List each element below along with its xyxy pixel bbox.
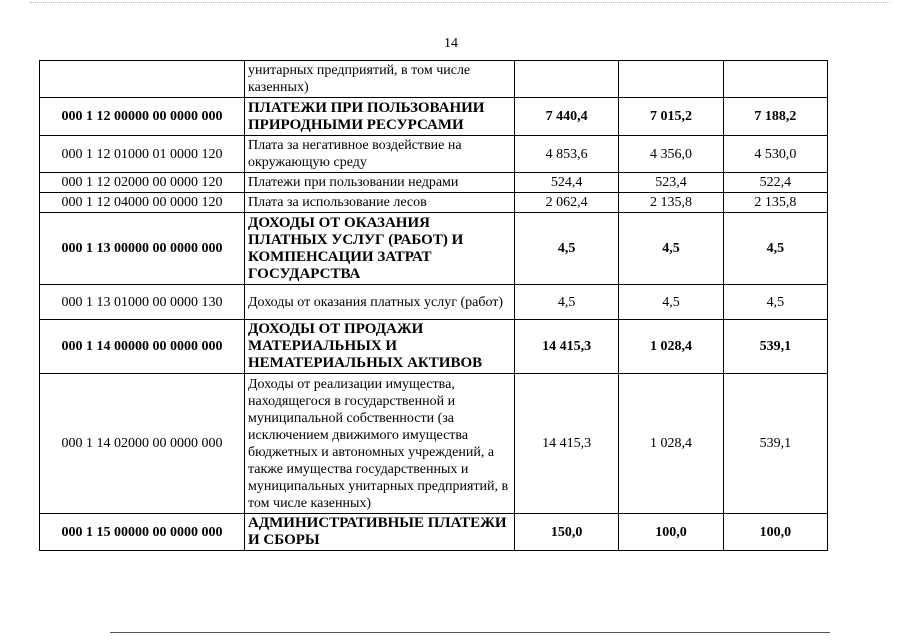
row-code: 000 1 13 00000 00 0000 000	[40, 213, 245, 285]
row-value-1: 4,5	[515, 213, 619, 285]
row-value-1	[515, 61, 619, 98]
row-code: 000 1 15 00000 00 0000 000	[40, 514, 245, 551]
row-code: 000 1 12 01000 01 0000 120	[40, 136, 245, 173]
row-value-3	[723, 61, 827, 98]
row-value-1: 2 062,4	[515, 193, 619, 213]
row-value-2: 4,5	[619, 213, 723, 285]
row-value-3: 522,4	[723, 173, 827, 193]
table-row	[40, 213, 828, 285]
row-name: Доходы от реализации имущества, находящегося в государственной и муниципальной собственности (за исключением движимого имущества бюджетных и автономных учреждений, а также имущества государственных и муниципальных унитарных предприятий, в том числе казенных)	[245, 374, 515, 514]
row-name: Доходы от оказания платных услуг (работ)	[245, 285, 515, 320]
scan-bottom-edge	[110, 632, 830, 633]
row-value-1: 14 415,3	[515, 320, 619, 374]
table-row	[40, 98, 828, 136]
row-value-2	[619, 61, 723, 98]
row-value-2: 523,4	[619, 173, 723, 193]
row-code: 000 1 14 00000 00 0000 000	[40, 320, 245, 374]
row-code: 000 1 12 02000 00 0000 120	[40, 173, 245, 193]
table-row	[40, 61, 828, 98]
row-name: ДОХОДЫ ОТ ПРОДАЖИ МАТЕРИАЛЬНЫХ И НЕМАТЕРИАЛЬНЫХ АКТИВОВ	[245, 320, 515, 374]
table-row	[40, 173, 828, 193]
row-value-3: 4 530,0	[723, 136, 827, 173]
row-value-3: 4,5	[723, 213, 827, 285]
row-value-2: 2 135,8	[619, 193, 723, 213]
row-value-2: 7 015,2	[619, 98, 723, 136]
row-name: Плата за использование лесов	[245, 193, 515, 213]
row-value-1: 524,4	[515, 173, 619, 193]
row-value-1: 14 415,3	[515, 374, 619, 514]
page-number: 14	[444, 36, 458, 51]
row-value-1: 7 440,4	[515, 98, 619, 136]
row-name: унитарных предприятий, в том числе казенных)	[245, 61, 515, 98]
row-code: 000 1 12 04000 00 0000 120	[40, 193, 245, 213]
revenue-table	[39, 60, 828, 551]
row-value-2: 4 356,0	[619, 136, 723, 173]
row-value-3: 4,5	[723, 285, 827, 320]
row-name: Плата за негативное воздействие на окружающую среду	[245, 136, 515, 173]
row-value-3: 539,1	[723, 374, 827, 514]
row-value-3: 2 135,8	[723, 193, 827, 213]
table-row	[40, 320, 828, 374]
row-value-3: 7 188,2	[723, 98, 827, 136]
row-value-2: 100,0	[619, 514, 723, 551]
row-name: ПЛАТЕЖИ ПРИ ПОЛЬЗОВАНИИ ПРИРОДНЫМИ РЕСУРСАМИ	[245, 98, 515, 136]
scan-top-edge	[30, 2, 890, 3]
table-row	[40, 136, 828, 173]
row-code: 000 1 14 02000 00 0000 000	[40, 374, 245, 514]
row-name: Платежи при пользовании недрами	[245, 173, 515, 193]
row-value-2: 1 028,4	[619, 320, 723, 374]
row-value-2: 4,5	[619, 285, 723, 320]
row-code	[40, 61, 245, 98]
row-code: 000 1 12 00000 00 0000 000	[40, 98, 245, 136]
table-row	[40, 374, 828, 514]
row-value-2: 1 028,4	[619, 374, 723, 514]
row-value-1: 4 853,6	[515, 136, 619, 173]
row-value-1: 150,0	[515, 514, 619, 551]
row-value-3: 100,0	[723, 514, 827, 551]
table-row	[40, 514, 828, 551]
row-code: 000 1 13 01000 00 0000 130	[40, 285, 245, 320]
table-row	[40, 193, 828, 213]
row-name: АДМИНИСТРАТИВНЫЕ ПЛАТЕЖИ И СБОРЫ	[245, 514, 515, 551]
row-value-3: 539,1	[723, 320, 827, 374]
table-row	[40, 285, 828, 320]
row-name: ДОХОДЫ ОТ ОКАЗАНИЯ ПЛАТНЫХ УСЛУГ (РАБОТ) И КОМПЕНСАЦИИ ЗАТРАТ ГОСУДАРСТВА	[245, 213, 515, 285]
row-value-1: 4,5	[515, 285, 619, 320]
